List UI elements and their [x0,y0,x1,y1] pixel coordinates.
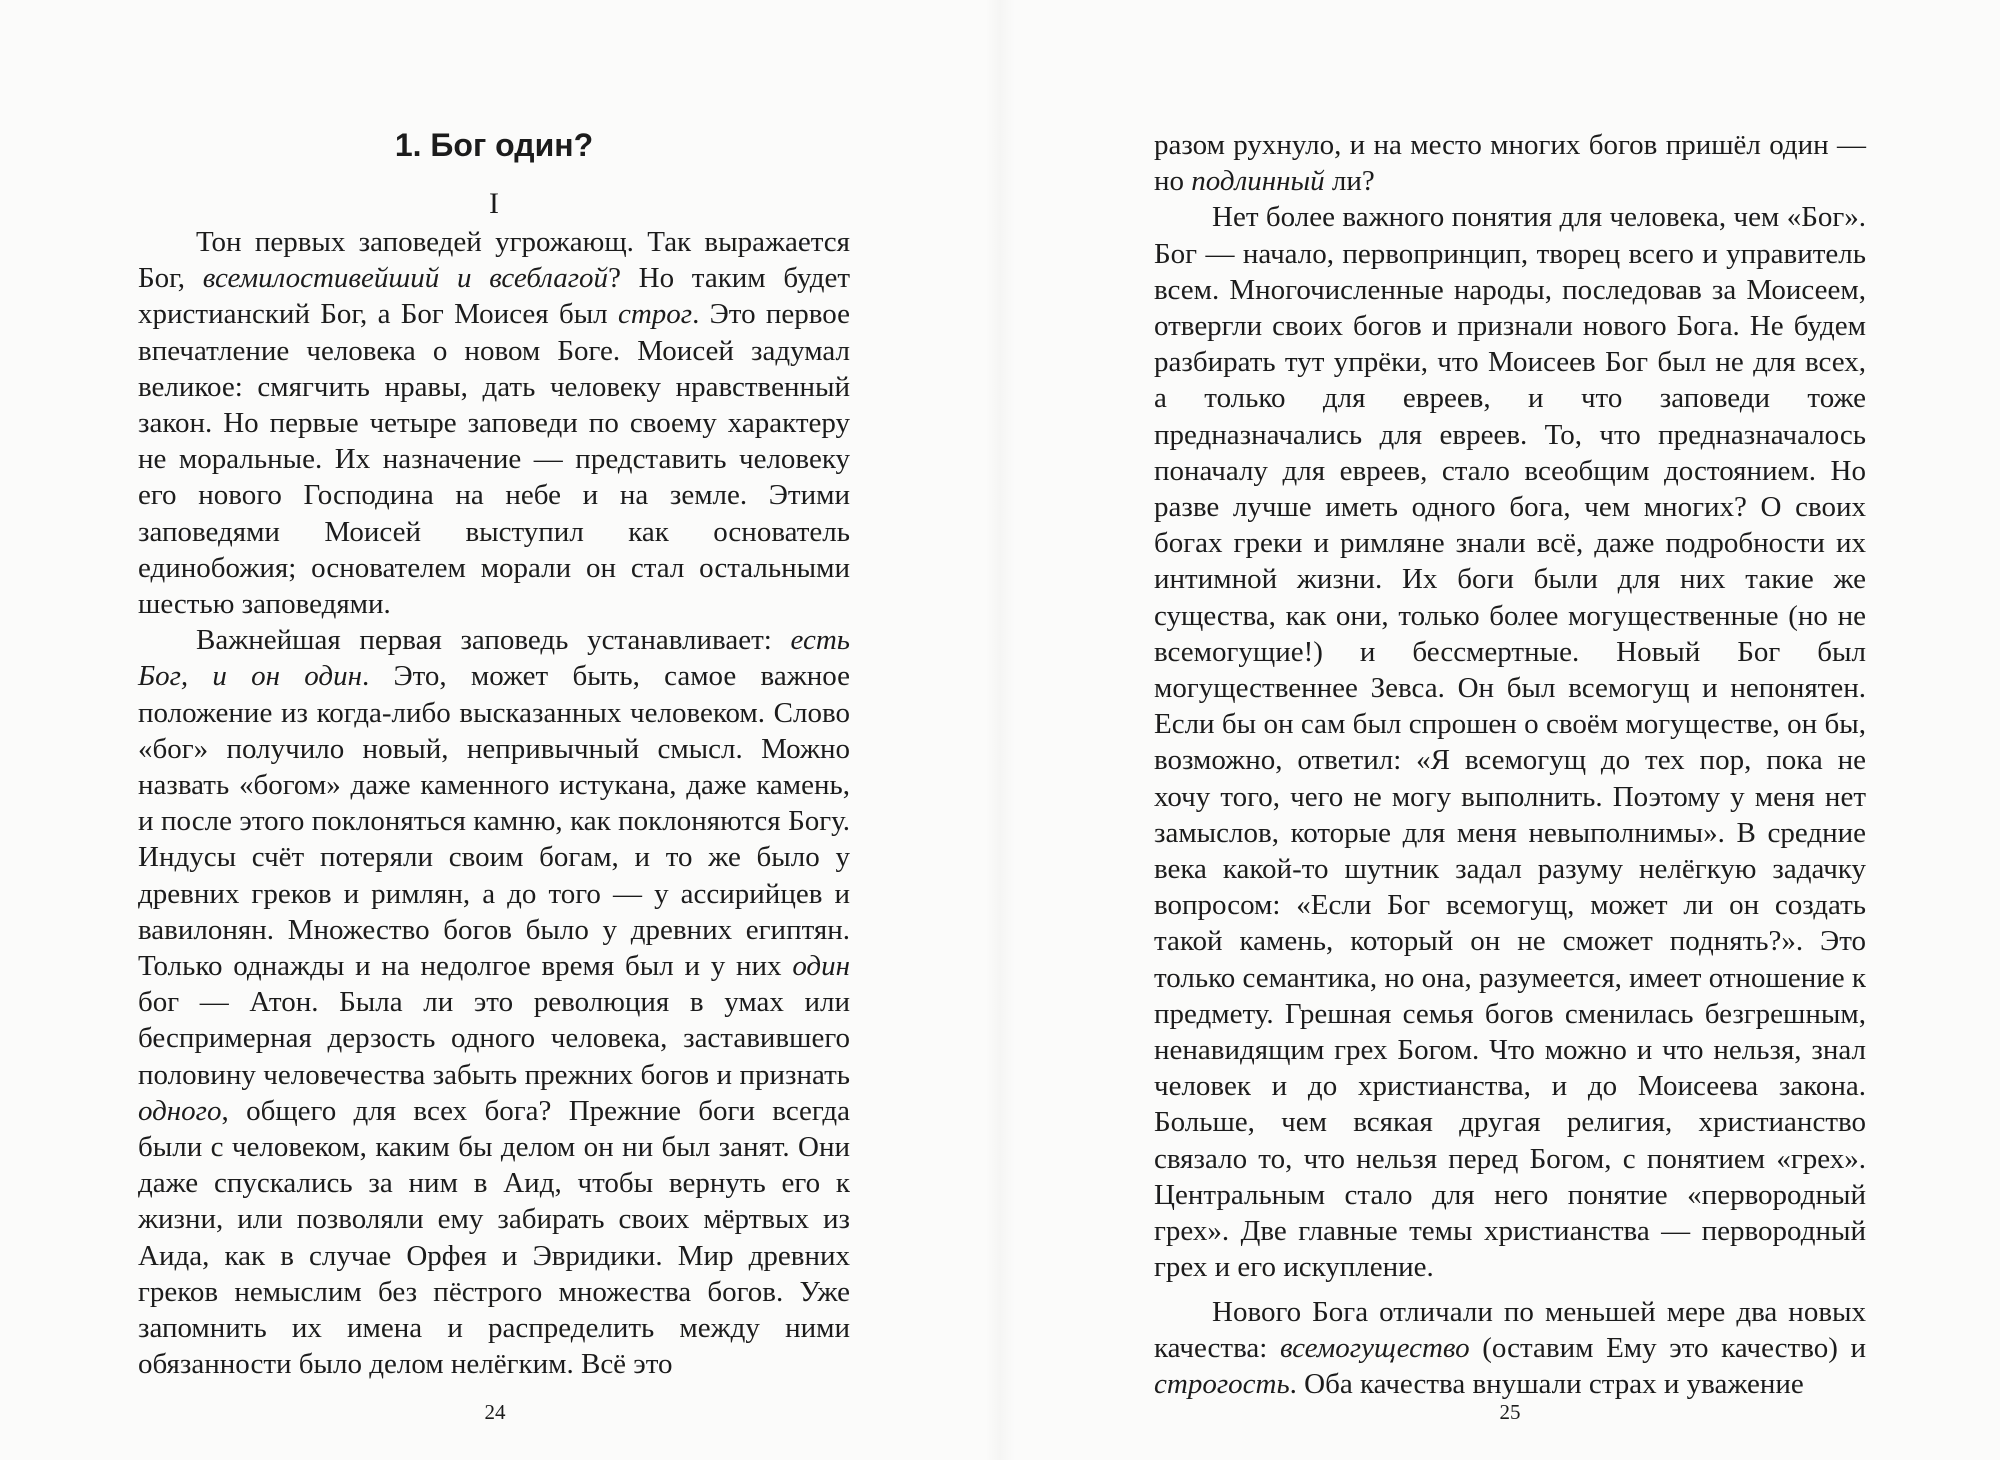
emphasis-text: есть Бог, и он один [138,624,850,693]
emphasis-text: подлинный [1191,165,1325,198]
emphasis-text: строг [617,298,693,331]
paragraph: Нет более важного понятия для человека, чем «Бог». Бог — начало, первопринцип, творец всего и управитель всем. Многочисленные народы, последовав за Моисеем, отвергли своих богов и признали нового Бога. Не будем разбирать тут упрёки, что Моисеев Бог был не для всех, а только для евреев, и что заповеди тоже предназначались для евреев. То, что предназначалось поначалу для евреев, стало всеобщим достоянием. Но разве лучше иметь одного бога, чем многих? О своих богах греки и римляне знали всё, даже подробности их интимной жизни. Их боги были для них такие же существа, как они, только более могущественные (но не всемогущие!) и бессмертные. Новый Бог был могущественнее Зевса. Он был всемогущ и непонятен. Если бы он сам был спрошен о своём могуществе, он бы, возможно, ответил: «Я всемогущ до тех пор, пока не хочу того, чего не могу выполнить. Поэтому у меня нет замыслов, которые для меня невыполнимы». В средние века какой-то шутник задал разуму нелёгкую задачку вопросом: «Если Бог всемогущ, может ли он создать такой камень, который он не сможет поднять?». Это только семантика, но она, разумеется, имеет отношение к предмету. Грешная семья богов сменилась безгрешным, ненавидящим грех Богом. Что можно и что нельзя, знал человек и до христианства, и до Моисеева закона. Больше, чем всякая другая религия, христианство связало то, что нельзя перед Богом, с понятием «грех». Центральным стало для него понятие «первородный грех». Две главные темы христианства — первородный грех и его искупление. [1154,201,1866,1284]
emphasis-text: строгость [1154,1367,1290,1400]
section-numeral: I [489,187,499,220]
page-number: 24 [484,1400,506,1424]
paragraph: Важнейшая первая заповедь устанавливает: есть Бог, и он один. Это, может быть, самое важное положение из когда-либо высказанных человеком. Слово «бог» получило новый, непривычный смысл. Можно назвать «богом» даже каменного истукана, даже камень, и после этого поклоняться камню, как поклоняются Богу. Индусы счёт потеряли своим богам, и то же было у древних греков и римлян, а до того — у ассирийцев и вавилонян. Множество богов было у древних египтян. Только однажды и на недолгое время был и у них один бог — Атон. Была ли это революция в умах или беспримерная дерзость одного человека, заставившего половину человечества забыть прежних богов и признать одного, общего для всех бога? Прежние боги всегда были с человеком, каким бы делом он ни был занят. Они даже спускались за ним в Аид, чтобы вернуть его к жизни, или позволяли ему забирать своих мёртвых из Аида, как в случае Орфея и Эвридики. Мир древних греков немыслим без пёстрого множества богов. Уже запомнить их имена и распределить между ними обязанности было делом нелёгким. Всё это [138,624,850,1381]
chapter-title: 1. Бог один? [394,127,594,163]
emphasis-text: всемилостивейший и всеблагой [202,262,609,295]
emphasis-text: одного [138,1094,222,1127]
left-text-column [138,118,850,1383]
paragraph: Нового Бога отличали по меньшей мере два новых качества: всемогущество (оставим Ему это качество) и строгость. Оба качества внушали страх и уважение [1154,1295,1866,1400]
right-page [1000,0,2000,1460]
emphasis-text: всемогущество [1279,1331,1470,1364]
emphasis-text: один [792,950,850,983]
right-text-column [1154,127,1866,1402]
page-number: 25 [1499,1400,1521,1424]
paragraph: Тон первых заповедей угрожающ. Так выражается Бог, всемилостивейший и всеблагой? Но таким будет христианский Бог, а Бог Моисея был строг. Это первое впечатление человека о новом Боге. Моисей задумал великое: смягчить нравы, дать человеку нравственный закон. Но первые четыре заповеди по своему характеру не моральные. Их назначение — представить человеку его нового Господина на небе и на земле. Этими заповедями Моисей выступил как основатель единобожия; основателем морали он стал остальными шестью заповедями. [138,226,851,621]
paragraph: разом рухнуло, и на место многих богов пришёл один — но подлинный ли? [1154,129,1866,198]
